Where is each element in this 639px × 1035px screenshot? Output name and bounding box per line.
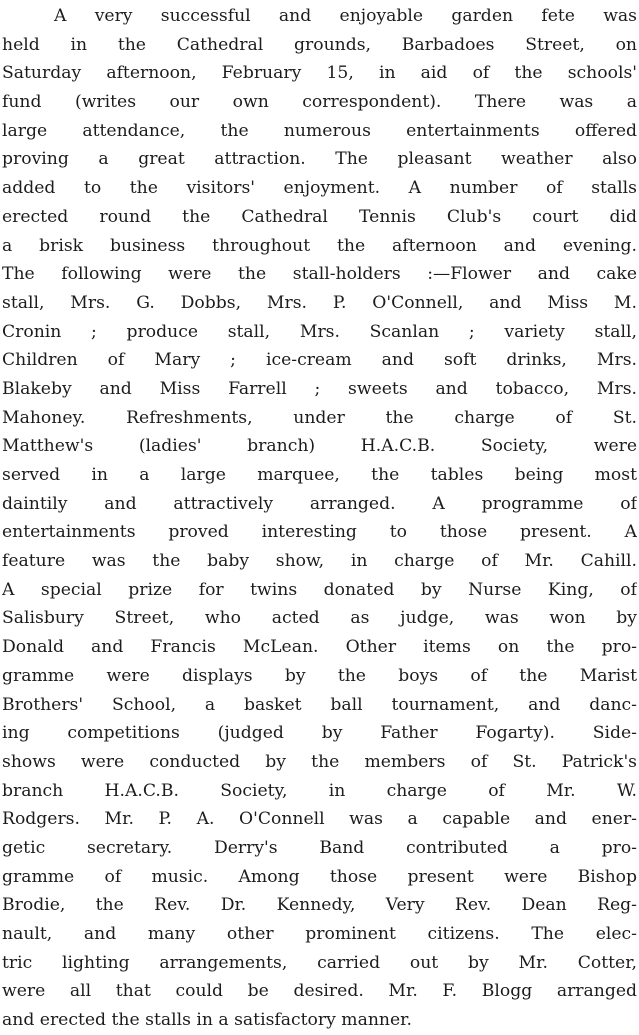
article-line: Brodie, the Rev. Dr. Kennedy, Very Rev. Dean Reg- bbox=[2, 895, 637, 916]
article-line: gramme of music. Among those present were Bishop bbox=[2, 866, 637, 887]
article-line: shows were conducted by the members of St. Patrick's bbox=[2, 751, 637, 772]
article-line: a brisk business throughout the afternoon and evening. bbox=[2, 235, 637, 256]
article-line: nault, and many other prominent citizens. The elec- bbox=[2, 924, 637, 944]
article-line: entertainments proved interesting to those present. A bbox=[2, 522, 637, 543]
article-line: ing competitions (judged by Father Fogarty). Side- bbox=[2, 723, 637, 744]
article-line: Saturday afternoon, February 15, in aid of the schools' bbox=[2, 63, 637, 84]
article-line: Cronin ; produce stall, Mrs. Scanlan ; variety stall, bbox=[2, 321, 637, 342]
article-line: proving a great attraction. The pleasant weather also bbox=[2, 149, 637, 170]
article-line: fund (writes our own correspondent). There was a bbox=[2, 92, 637, 113]
article-line: tric lighting arrangements, carried out by Mr. Cotter, bbox=[2, 952, 637, 973]
article-line: Mahoney. Refreshments, under the charge of St. bbox=[2, 407, 637, 428]
article-line: daintily and attractively arranged. A programme of bbox=[2, 493, 637, 514]
article-line: Salisbury Street, who acted as judge, was won by bbox=[2, 608, 637, 629]
article-line: and erected the stalls in a satisfactory manner. bbox=[2, 1010, 412, 1031]
article-line: stall, Mrs. G. Dobbs, Mrs. P. O'Connell, and Miss M. bbox=[2, 292, 637, 313]
article-line: erected round the Cathedral Tennis Club's court did bbox=[2, 206, 637, 227]
article-line: gramme were displays by the boys of the Marist bbox=[2, 665, 637, 686]
article-line: Blakeby and Miss Farrell ; sweets and tobacco, Mrs. bbox=[2, 378, 637, 399]
article-line: Matthew's (ladies' branch) H.A.C.B. Society, were bbox=[2, 436, 637, 457]
article-line: A very successful and enjoyable garden fete was bbox=[54, 6, 637, 26]
article-line: Rodgers. Mr. P. A. O'Connell was a capable and ener- bbox=[2, 809, 637, 830]
article-line: served in a large marquee, the tables being most bbox=[2, 465, 637, 485]
article-line: held in the Cathedral grounds, Barbadoes Street, on bbox=[2, 34, 637, 55]
article-line: getic secretary. Derry's Band contributed a pro- bbox=[2, 837, 637, 858]
article-line: branch H.A.C.B. Society, in charge of Mr. W. bbox=[2, 780, 637, 801]
article-line: A special prize for twins donated by Nurse King, of bbox=[2, 579, 637, 600]
article-line: large attendance, the numerous entertainments offered bbox=[2, 120, 637, 141]
article-line: The following were the stall-holders :—Flower and cake bbox=[2, 264, 637, 285]
article-line: were all that could be desired. Mr. F. Blogg arranged bbox=[2, 981, 637, 1002]
article-line: added to the visitors' enjoyment. A number of stalls bbox=[2, 178, 637, 199]
article-line: Children of Mary ; ice-cream and soft drinks, Mrs. bbox=[2, 350, 637, 371]
article-line: Donald and Francis McLean. Other items on the pro- bbox=[2, 637, 637, 658]
article-line: Brothers' School, a basket ball tournament, and danc- bbox=[2, 694, 637, 715]
article-line: feature was the baby show, in charge of Mr. Cahill. bbox=[2, 551, 637, 572]
